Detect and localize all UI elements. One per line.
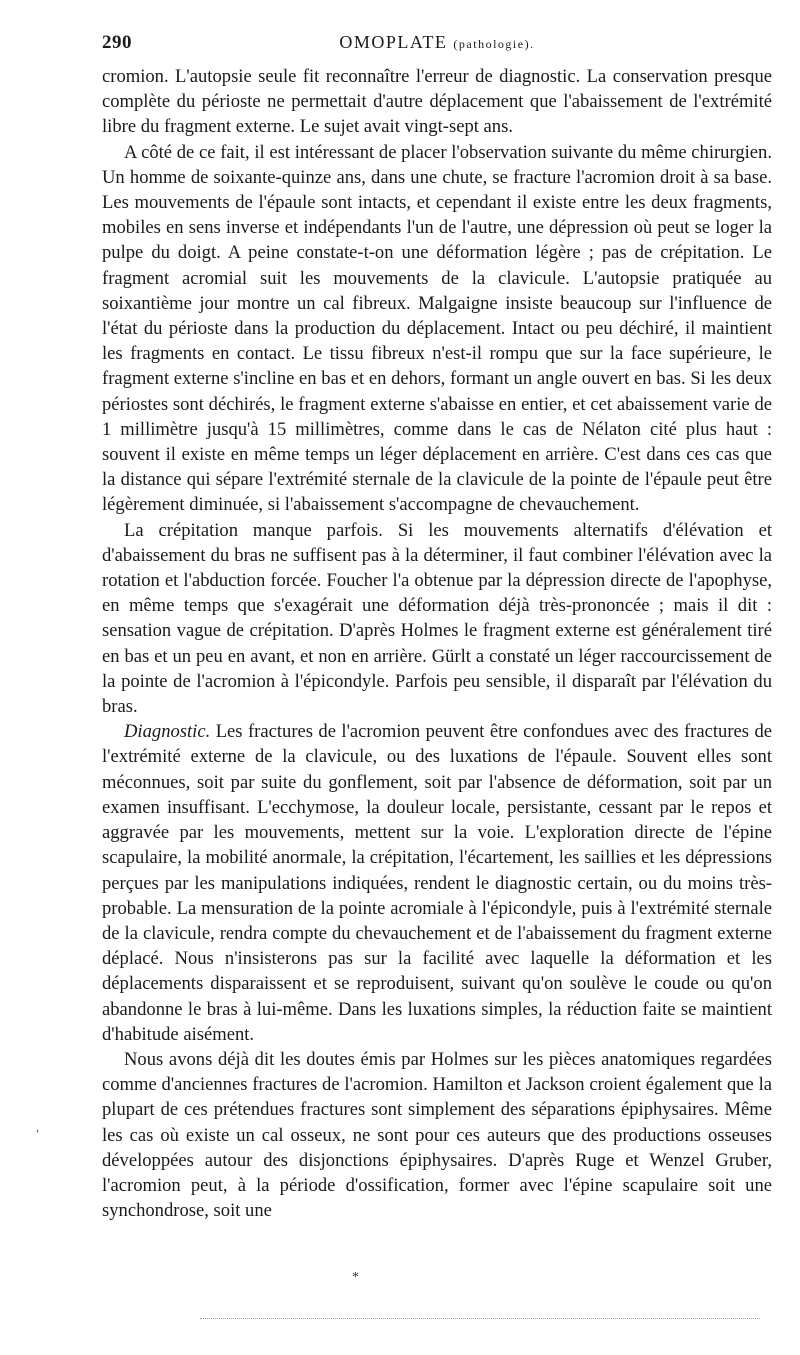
paragraph-4-text: Les fractures de l'acromion peuvent être confondues avec des fractures de l'extrémité externe de la clavicule, ou des luxations de l'épaule. Souvent elles sont méconnues, soit par suite du gonflement, soit par l'absence de déformation, soit par un examen insuffisant. L'ecchymose, la douleur locale, persistante, cessant par le repos et aggravée par les mouvements, mettent sur la voie. L'exploration directe de l'épine scapulaire, la mobilité anormale, la crépitation, l'écartement, les saillies et les dépressions perçues par les manipulations indiquées, rendent le diagnostic certain, ou du moins très-probable. La mensuration de la pointe acromiale à l'épicondyle, puis à l'extrémité sternale de la clavicule, rendra compte du chevauchement et de l'abaissement du fragment externe déplacé. Nous n'insisterons pas sur la facilité avec laquelle la déformation et les déplacements disparaissent et se reproduisent, suivant qu'on soulève le coude ou qu'on abandonne le bras à lui-même. Dans les luxations simples, la réduction faite se maintient d'habitude aisément. [102,721,772,1045]
running-title-main: OMOPLATE [339,32,448,52]
footer-rule [200,1318,760,1319]
page-number: 290 [102,32,132,53]
paragraph-1: cromion. L'autopsie seule fit reconnaître l'erreur de diagnostic. La conservation presque complète du périoste ne permettait d'autre déplacement que l'abaissement de l'extrémité libre du fragment externe. Le sujet avait vingt-sept ans. [102,66,772,138]
paragraph-4 [102,719,772,1047]
paragraph-5: Nous avons déjà dit les doutes émis par Holmes sur les pièces anatomiques regardées comme d'anciennes fractures de l'acromion. Hamilton et Jackson croient également que la plupart de ces prétendues fractures sont simplement des séparations épiphysaires. Même les cas où existe un cal osseux, ne sont pour ces auteurs que des productions osseuses développées autour des disjonctions épiphysaires. D'après Ruge et Wenzel Gruber, l'acromion peut, à la période d'ossification, former avec l'épine scapulaire soit une synchondrose, soit une [102,1048,772,1222]
section-heading-diagnostic: Diagnostic. [124,721,211,743]
running-title-sub: (pathologie). [453,37,535,51]
margin-mark: , [36,1120,39,1134]
running-title [102,32,772,53]
page-header [102,30,772,58]
paragraph-3: La crépitation manque parfois. Si les mouvements alternatifs d'élévation et d'abaissement du bras ne suffisent pas à la déterminer, il faut combiner l'élévation avec la rotation et l'abduction forcée. Foucher l'a obtenue par la dépression directe de l'apophyse, en même temps que s'exagérait une déformation déjà très-prononcée ; mais il dit : sensation vague de crépitation. D'après Holmes le fragment externe est généralement tiré en bas et un peu en avant, et non en arrière. Gürlt a constaté un léger raccourcissement de la pointe de l'acromion à l'épicondyle. Parfois peu sensible, il disparaît par l'élévation du bras. [102,519,772,718]
footer-mark: * [352,1270,359,1285]
paragraph-2: A côté de ce fait, il est intéressant de placer l'observation suivante du même chirurgien. Un homme de soixante-quinze ans, dans une chute, se fracture l'acromion droit à sa base. Les mouvements de l'épaule sont intacts, et cependant il existe entre les deux fragments, mobiles en sens inverse et indépendants l'un de l'autre, une dépression où peut se loger la pulpe du doigt. A peine constate-t-on une déformation légère ; pas de crépitation. Le fragment acromial suit les mouvements de la clavicule. L'autopsie pratiquée au soixantième jour montre un cal fibreux. Malgaigne insiste beaucoup sur l'influence de l'état du périoste dans la production du déplacement. Intact ou peu déchiré, il maintient les fragments en contact. Le tissu fibreux n'est-il rompu que sur la face supérieure, le fragment externe s'incline en bas et en dehors, formant un angle ouvert en bas. Si les deux périostes sont déchirés, le fragment externe s'abaisse en entier, et cet abaissement varie de 1 millimètre jusqu'à 15 millimètres, comme dans le cas de Nélaton cité plus haut : souvent il existe en même temps un léger déplacement en arrière. C'est dans ces cas que la distance qui sépare l'extrémité sternale de la clavicule de la pointe de l'épaule peut être légèrement diminuée, si l'abaissement s'accompagne de chevauchement. [102,141,772,516]
body-text [102,64,772,1223]
document-page [102,30,772,1223]
